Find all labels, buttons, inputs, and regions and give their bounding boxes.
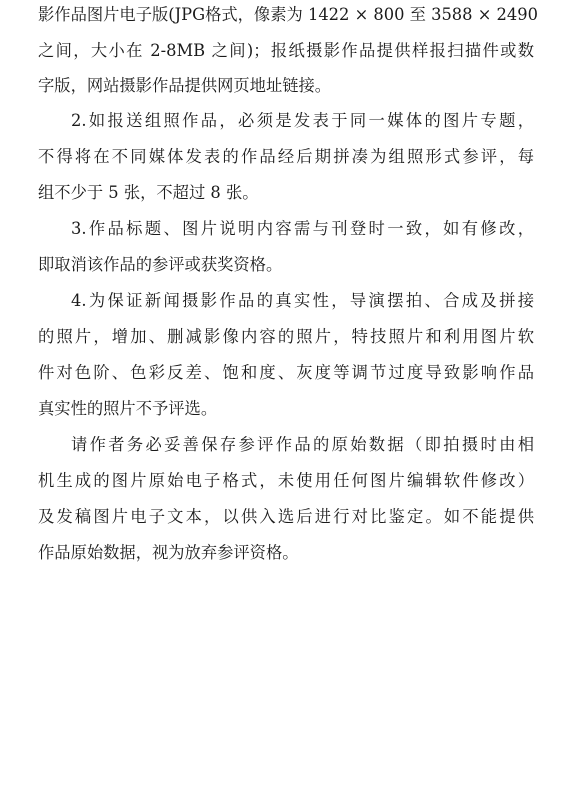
text-line: 机生成的图片原始电子格式，未使用任何图片编辑软件修改） [38, 471, 534, 490]
text-line: 作品原始数据，视为放弃参评资格。 [38, 543, 299, 562]
paragraph-heading-line: 4.为保证新闻摄影作品的真实性，导演摆拍、合成及拼接 [71, 291, 534, 310]
text-line: 件对色阶、色彩反差、饱和度、灰度等调节过度导致影响作品 [38, 363, 534, 382]
text-line: 影作品图片电子版(JPG格式，像素为 1422 × 800 至 3588 × 2490 [38, 5, 538, 24]
text-line: 的照片，增加、删减影像内容的照片，特技照片和利用图片软 [38, 327, 534, 346]
text-line: 字版，网站摄影作品提供网页地址链接。 [38, 76, 332, 95]
paragraph-heading-line: 请作者务必妥善保存参评作品的原始数据（即拍摄时由相 [71, 435, 534, 454]
text-line: 组不少于 5 张，不超过 8 张。 [38, 183, 259, 202]
text-line: 及发稿图片电子文本，以供入选后进行对比鉴定。如不能提供 [38, 507, 534, 526]
paragraph-heading-line: 2.如报送组照作品，必须是发表于同一媒体的图片专题， [71, 111, 534, 130]
text-line: 之间，大小在 2-8MB 之间)；报纸摄影作品提供样报扫描件或数 [38, 41, 534, 60]
text-line: 真实性的照片不予评选。 [38, 399, 218, 418]
text-line: 不得将在不同媒体发表的作品经后期拼凑为组照形式参评，每 [38, 147, 534, 166]
text-line: 即取消该作品的参评或获奖资格。 [38, 255, 283, 274]
paragraph-heading-line: 3.作品标题、图片说明内容需与刊登时一致，如有修改， [71, 219, 534, 238]
